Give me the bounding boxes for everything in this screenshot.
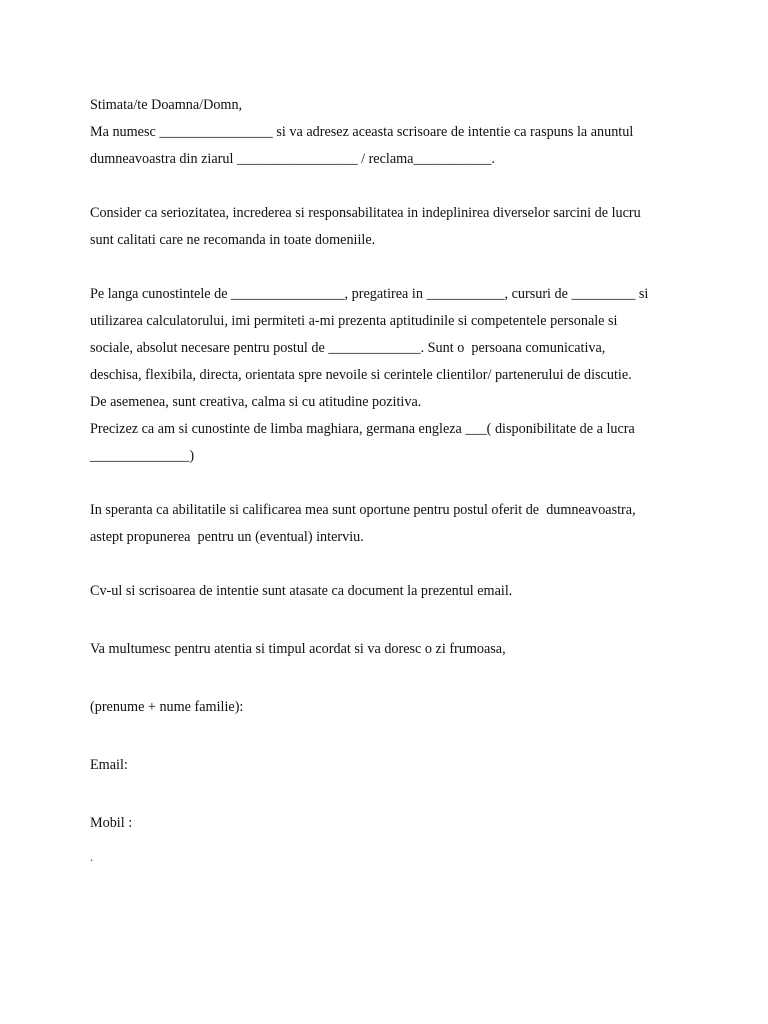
final-period: . (90, 849, 94, 864)
paragraph-1-line-1: Consider ca seriozitatea, increderea si responsabilitatea in indeplinirea diverselor sarcini de lucru (90, 205, 641, 221)
intro-line-1: Ma numesc ________________ si va adresez aceasta scrisoare de intentie ca raspuns la anuntul (90, 124, 634, 140)
signature-mobile-label: Mobil : (90, 815, 133, 831)
paragraph-4: Cv-ul si scrisoarea de intentie sunt atasate ca document la prezentul email. (90, 583, 513, 599)
greeting: Stimata/te Doamna/Domn, (90, 97, 243, 113)
paragraph-2-line-5: De asemenea, sunt creativa, calma si cu atitudine pozitiva. (90, 394, 422, 410)
paragraph-2-line-1: Pe langa cunostintele de ________________, pregatirea in ___________, cursuri de _________ si (90, 286, 649, 302)
paragraph-2-line-7: ______________) (90, 448, 195, 464)
paragraph-3-line-1: In speranta ca abilitatile si calificarea mea sunt oportune pentru postul oferit de dumneavoastra, (90, 502, 636, 518)
spacer (90, 254, 690, 281)
intro-line-2: dumneavoastra din ziarul _________________ / reclama___________. (90, 151, 496, 167)
closing-line: Va multumesc pentru atentia si timpul acordat si va doresc o zi frumoasa, (90, 641, 506, 657)
spacer (90, 605, 690, 636)
spacer (90, 663, 690, 694)
spacer (90, 551, 690, 578)
paragraph-2-line-4: deschisa, flexibila, directa, orientata spre nevoile si cerintele clientilor/ partenerului de discutie. (90, 367, 632, 383)
spacer (90, 470, 690, 497)
spacer (90, 721, 690, 752)
signature-email-label: Email: (90, 757, 128, 773)
letter-page (90, 92, 690, 870)
paragraph-2-line-2: utilizarea calculatorului, imi permiteti a-mi prezenta aptitudinile si competentele personale si (90, 313, 618, 329)
paragraph-1-line-2: sunt calitati care ne recomanda in toate domeniile. (90, 232, 376, 248)
signature-name-label: (prenume + nume familie): (90, 699, 244, 715)
paragraph-2-line-6: Precizez ca am si cunostinte de limba maghiara, germana engleza ___( disponibilitate de a lucra (90, 421, 635, 437)
paragraph-3-line-2: astept propunerea pentru un (eventual) interviu. (90, 529, 364, 545)
paragraph-2-line-3: sociale, absolut necesare pentru postul de _____________. Sunt o persoana comunicativa, (90, 340, 606, 356)
spacer (90, 173, 690, 200)
spacer (90, 779, 690, 810)
